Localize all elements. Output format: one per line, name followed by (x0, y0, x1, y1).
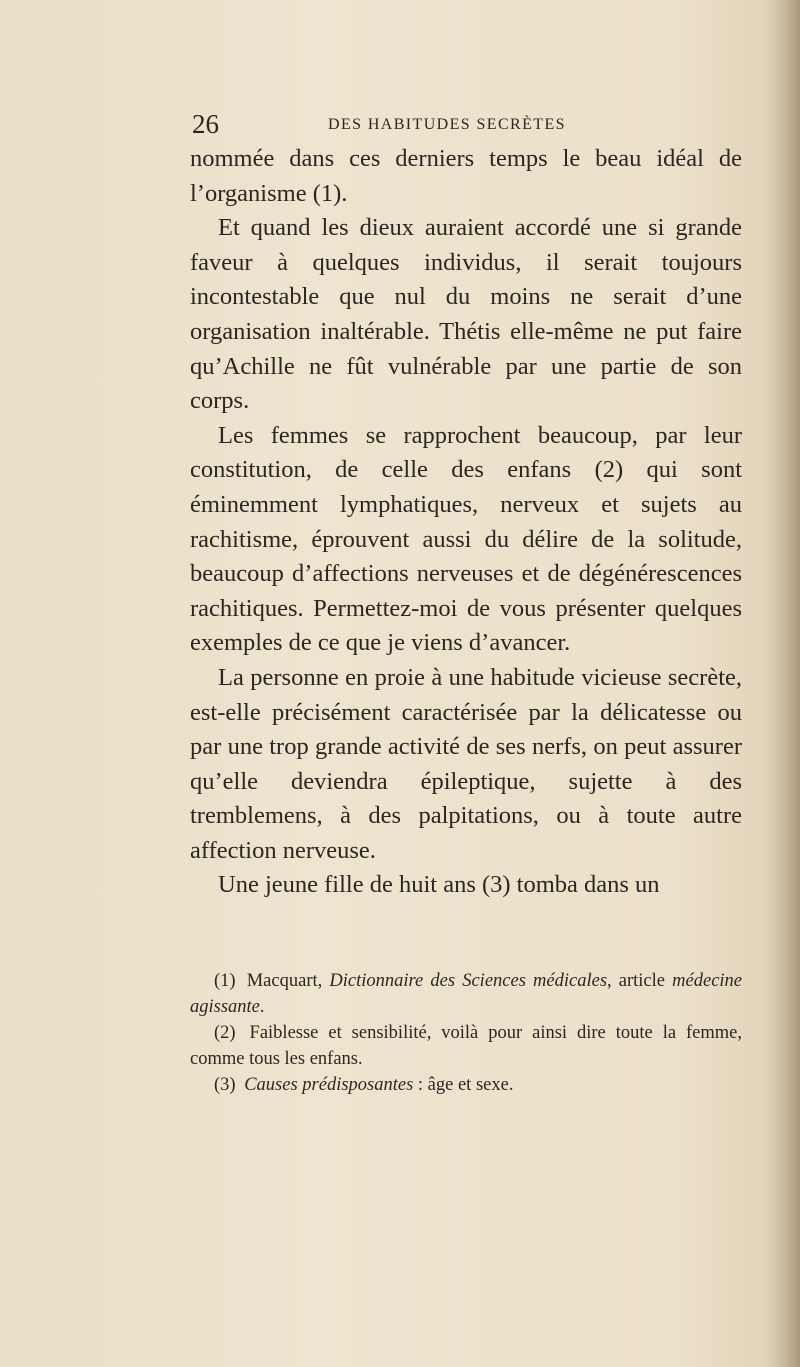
footnote-italic: Causes prédisposantes (244, 1075, 414, 1095)
footnote-marker: (3) (214, 1075, 236, 1095)
page-number: 26 (192, 109, 219, 139)
paragraph-1: nommée dans ces derniers temps le beau idéal de l’organisme (1). (190, 145, 742, 207)
footnote-text: Macquart, (246, 971, 323, 991)
page-header (192, 107, 752, 141)
paragraph-2: Et quand les dieux auraient accordé une si grande faveur à quelques individus, il serait toujours incontestable que nul du moins ne serait d’une organisation inaltérable. Thétis elle-même ne put faire qu’Achille ne fût vulnérable par une partie de son corps. (190, 214, 742, 415)
footnote-2 (190, 1020, 742, 1072)
footnote-text: : âge et sexe. (417, 1075, 514, 1095)
running-title: DES HABITUDES SECRÈTES (328, 116, 566, 133)
footnote-1 (190, 968, 742, 1020)
footnote-text: Faiblesse et sensibilité, voilà pour ainsi dire toute la femme, comme tous les enfans. (190, 1023, 742, 1069)
paragraph-5: Une jeune fille de huit ans (3) tomba dans un (218, 871, 660, 899)
main-text (190, 142, 742, 903)
footnote-text: . (259, 997, 265, 1017)
footnote-marker: (2) (214, 1023, 236, 1043)
footnote-italic: Dictionnaire des Sciences médicales (329, 971, 608, 991)
paragraph-3: Les femmes se rapprochent beaucoup, par leur constitution, de celle des enfans (2) qui sont éminemment lymphatiques, nerveux et sujets au rachitisme, éprouvent aussi du délire de la solitude, beaucoup d’affections nerveuses et de dégénérescences rachitiques. Permettez-moi de vous présenter quelques exemples de ce que je viens d’avancer. (190, 421, 742, 657)
footnote-text: , article (607, 971, 665, 991)
spine-shadow (764, 0, 800, 1367)
footnote-italic: médecine agissante (190, 971, 743, 1017)
footnote-marker: (1) (214, 971, 236, 991)
footnote-3 (190, 1072, 742, 1098)
footnotes (190, 968, 742, 1098)
paragraph-4: La personne en proie à une habitude vicieuse secrète, est-elle précisément caractérisée par la délicatesse ou par une trop grande activité de ses nerfs, on peut assurer qu’elle deviendra épileptique, sujette à des tremblemens, à des palpitations, ou à toute autre affection nerveuse. (190, 663, 742, 864)
